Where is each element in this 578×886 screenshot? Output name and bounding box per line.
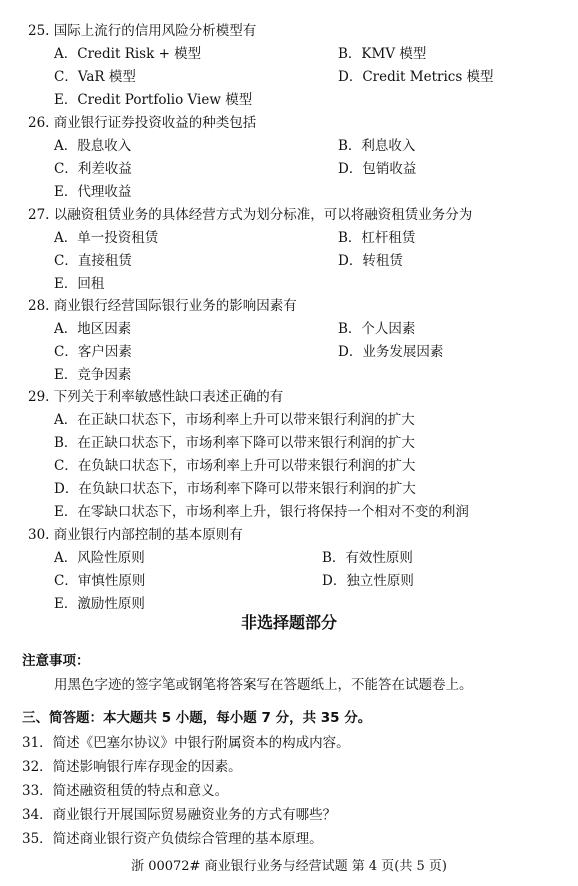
option-29-e: E．在零缺口状态下，市场利率上升，银行将保持一个相对不变的利润 <box>54 504 469 520</box>
option-26-a: A．股息收入 <box>54 138 132 154</box>
question-27-stem: 27. 以融资租赁业务的具体经营方式为划分标准，可以将融资租赁业务分为 <box>28 207 473 223</box>
option-27-b: B．杠杆租赁 <box>338 230 416 246</box>
option-30-d: D．独立性原则 <box>322 573 414 589</box>
option-30-e: E．激励性原则 <box>54 596 145 612</box>
option-30-a: A．风险性原则 <box>54 550 145 566</box>
question-34: 34．商业银行开展国际贸易融资业务的方式有哪些？ <box>22 807 337 823</box>
part3-heading: 三、简答题：本大题共 5 小题，每小题 7 分，共 35 分。 <box>22 710 372 726</box>
question-number: 29. <box>28 389 50 405</box>
option-25-a: A．Credit Risk + 模型 <box>54 46 202 62</box>
option-28-d: D．业务发展因素 <box>338 344 444 360</box>
notice-title: 注意事项： <box>22 653 90 669</box>
question-number: 27. <box>28 207 50 223</box>
option-29-c: C．在负缺口状态下，市场利率上升可以带来银行利润的扩大 <box>54 458 416 474</box>
question-25-stem: 25. 国际上流行的信用风险分析模型有 <box>28 23 257 39</box>
option-27-c: C．直接租赁 <box>54 253 132 269</box>
option-25-e: E．Credit Portfolio View 模型 <box>54 92 253 108</box>
option-25-c: C．VaR 模型 <box>54 69 136 85</box>
notice-text: 用黑色字迹的签字笔或钢笔将答案写在答题纸上，不能答在试题卷上。 <box>54 677 473 693</box>
question-33: 33．简述融资租赁的特点和意义。 <box>22 783 229 799</box>
option-29-a: A．在正缺口状态下，市场利率上升可以带来银行利润的扩大 <box>54 412 415 428</box>
question-26-stem: 26. 商业银行证券投资收益的种类包括 <box>28 115 257 131</box>
option-30-b: B．有效性原则 <box>322 550 413 566</box>
option-26-c: C．利差收益 <box>54 161 132 177</box>
option-26-b: B．利息收入 <box>338 138 416 154</box>
option-26-d: D．包销收益 <box>338 161 417 177</box>
option-28-b: B．个人因素 <box>338 321 416 337</box>
option-27-e: E．回租 <box>54 276 105 292</box>
option-25-b: B．KMV 模型 <box>338 46 427 62</box>
option-29-b: B．在正缺口状态下，市场利率下降可以带来银行利润的扩大 <box>54 435 415 451</box>
option-28-e: E．竞争因素 <box>54 367 132 383</box>
question-number: 25. <box>28 23 50 39</box>
option-28-a: A．地区因素 <box>54 321 132 337</box>
question-28-stem: 28. 商业银行经营国际银行业务的影响因素有 <box>28 298 297 314</box>
option-27-a: A．单一投资租赁 <box>54 230 159 246</box>
question-30-stem: 30. 商业银行内部控制的基本原则有 <box>28 527 243 543</box>
option-27-d: D．转租赁 <box>338 253 403 269</box>
option-25-d: D．Credit Metrics 模型 <box>338 69 494 85</box>
question-number: 30. <box>28 527 50 543</box>
question-32: 32．简述影响银行库存现金的因素。 <box>22 759 242 775</box>
question-number: 28. <box>28 298 50 314</box>
section-title: 非选择题部分 <box>240 613 337 632</box>
option-28-c: C．客户因素 <box>54 344 132 360</box>
page-footer: 浙 00072# 商业银行业务与经营试题 第 4 页(共 5 页) <box>131 859 447 874</box>
question-31: 31．简述《巴塞尔协议》中银行附属资本的构成内容。 <box>22 735 350 751</box>
question-29-stem: 29. 下列关于利率敏感性缺口表述正确的有 <box>28 389 284 405</box>
option-30-c: C．审慎性原则 <box>54 573 146 589</box>
question-number: 26. <box>28 115 50 131</box>
question-35: 35．简述商业银行资产负债综合管理的基本原理。 <box>22 831 323 847</box>
option-29-d: D．在负缺口状态下，市场利率下降可以带来银行利润的扩大 <box>54 481 416 497</box>
option-26-e: E．代理收益 <box>54 184 132 200</box>
